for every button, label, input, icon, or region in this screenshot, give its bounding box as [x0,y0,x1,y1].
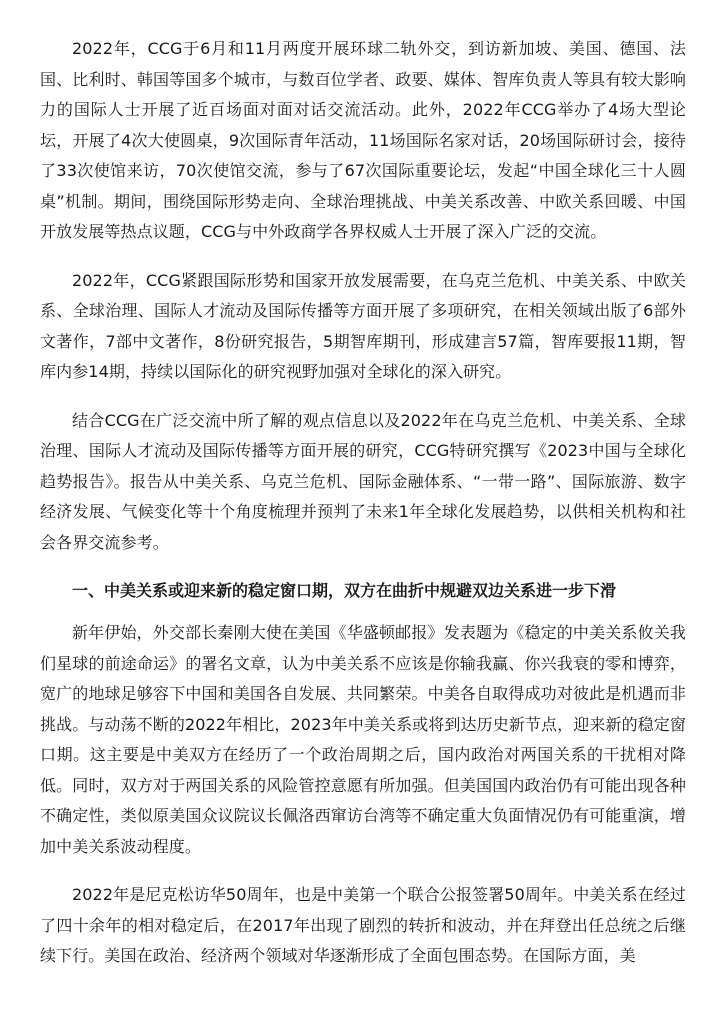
intro-paragraph-3: 结合CCG在广泛交流中所了解的观点信息以及2022年在乌克兰危机、中美关系、全球治理、国际人才流动及国际传播等方面开展的研究，CCG特研究撰写《2023中国与全球化趋势报告》。报告从中美关系、乌克兰危机、国际金融体系、“一带一路”、国际旅游、数字经济发展、气候变化等十个角度梳理并预判了未来1年全球化发展趋势，以供相关机构和社会各界交流参考。 [40,410,686,552]
section-paragraph-2: 2022年是尼克松访华50周年，也是中美第一个联合公报签署50周年。中美关系在经过了四十余年的相对稳定后，在2017年出现了剧烈的转折和波动，并在拜登出任总统之后继续下行。美国在政治、经济两个领域对华逐渐形成了全面包围态势。在国际方面，美 [40,885,686,965]
document-page [40,34,686,990]
intro-paragraph-2: 2022年，CCG紧跟国际形势和国家开放发展需要，在乌克兰危机、中美关系、中欧关系、全球治理、国际人才流动及国际传播等方面开展了多项研究，在相关领域出版了6部外文著作，7部中文著作，8份研究报告，5期智库期刊，形成建言57篇，智库要报11期，智库内参14期，持续以国际化的研究视野加强对全球化的深入研究。 [40,270,686,381]
section-paragraph-1: 新年伊始，外交部长秦刚大使在美国《华盛顿邮报》发表题为《稳定的中美关系攸关我们星球的前途命运》的署名文章，认为中美关系不应该是你输我赢、你兴我衰的零和博弈，宽广的地球足够容下中国和美国各自发展、共同繁荣。中美各自取得成功对彼此是机遇而非挑战。与动荡不断的2022年相比，2023年中美关系或将到达历史新节点，迎来新的稳定窗口期。这主要是中美双方在经历了一个政治周期之后，国内政治对两国关系的干扰相对降低。同时，双方对于两国关系的风险管控意愿有所加强。但美国国内政治仍有可能出现各种不确定性，类似原美国众议院议长佩洛西窜访台湾等不确定重大负面情况仍有可能重演，增加中美关系波动程度。 [40,623,686,856]
section-heading: 一、中美关系或迎来新的稳定窗口期，双方在曲折中规避双边关系进一步下滑 [72,581,617,600]
intro-paragraph-1: 2022年，CCG于6月和11月两度开展环球二轨外交，到访新加坡、美国、德国、法国、比利时、韩国等国多个城市，与数百位学者、政要、媒体、智库负责人等具有较大影响力的国际人士开展了近百场面对面对话交流活动。此外，2022年CCG举办了4场大型论坛，开展了4次大使圆桌，9次国际青年活动，11场国际名家对话，20场国际研讨会，接待了33次使馆来访，70次使馆交流，参与了67次国际重要论坛，发起“中国全球化三十人圆桌”机制。期间，围绕国际形势走向、全球治理挑战、中美关系改善、中欧关系回暖、中国开放发展等热点议题，CCG与中外政商学各界权威人士开展了深入广泛的交流。 [40,39,686,241]
